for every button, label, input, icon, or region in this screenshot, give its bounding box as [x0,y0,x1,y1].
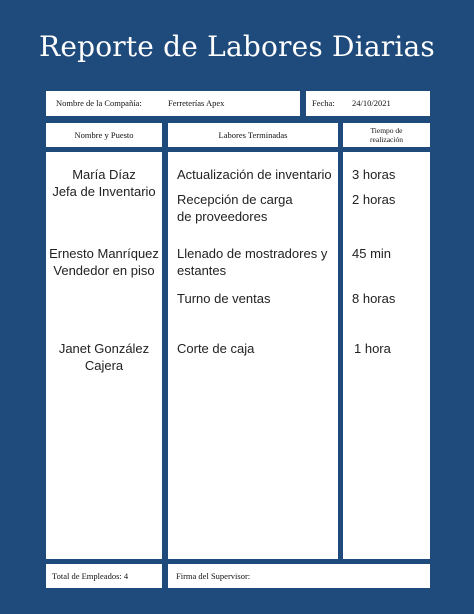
time-item: 1 hora [354,341,391,356]
employee-name: Janet González [58,341,150,356]
header-name-role: Nombre y Puesto [46,123,162,147]
column-tasks [168,152,338,559]
column-name-role [46,152,162,559]
column-time [343,152,430,559]
time-item: 8 horas [352,291,396,306]
company-box [46,91,300,116]
date-value: 24/10/2021 [352,98,391,108]
task-item: Corte de caja [177,341,255,356]
employee-2 [46,245,162,279]
total-employees-box [46,564,162,588]
page-title: Reporte de Labores Diarias [39,30,435,63]
task-item: Actualización de inventario [177,167,332,182]
employee-role: Jefa de Inventario [52,184,156,199]
company-value: Ferreterías Apex [168,98,225,108]
task-item: Turno de ventas [177,291,271,306]
employee-role: Cajera [84,358,124,373]
supervisor-signature-label: Firma del Supervisor: [176,571,251,581]
employee-name: María Díaz [72,167,136,182]
time-item: 3 horas [352,167,396,182]
date-box [306,91,430,116]
employee-role: Vendedor en piso [53,263,155,278]
time-item: 45 min [352,246,392,261]
total-employees: Total de Empleados: 4 [52,571,129,581]
time-item: 2 horas [352,192,396,207]
employee-3 [46,340,162,374]
employee-1 [46,166,162,200]
task-item: Llenado de mostradores y estantes [177,246,328,278]
header-time: Tiempo de realización [343,123,430,147]
date-label: Fecha: [312,98,335,108]
header-tasks: Labores Terminadas [168,123,338,147]
task-item: Recepción de carga de proveedores [177,192,293,224]
company-label: Nombre de la Compañía: [56,98,142,108]
employee-name: Ernesto Manríquez [49,246,159,261]
supervisor-signature-box [168,564,430,588]
